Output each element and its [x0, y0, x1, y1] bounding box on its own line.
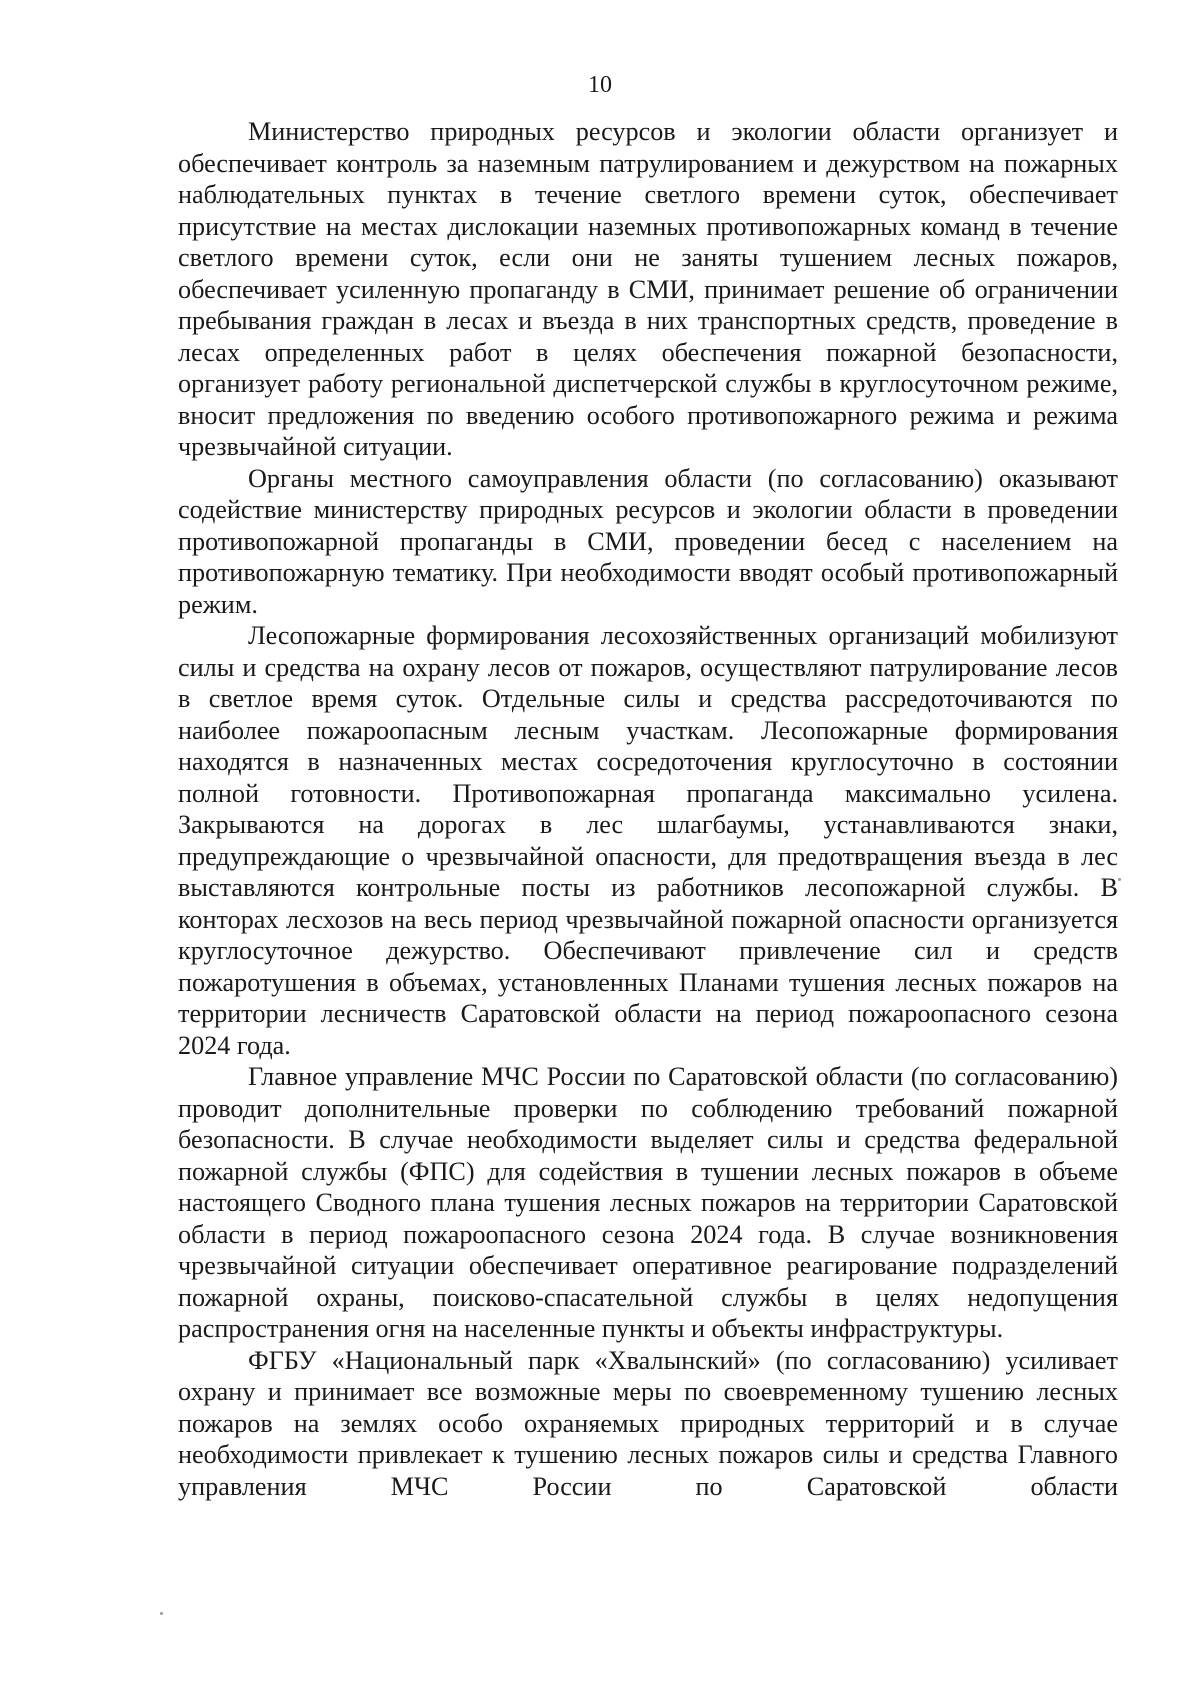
paragraph-local-government: Органы местного самоуправления области (по согласованию) оказывают содействие министерству природных ресурсов и экологии области в проведении противопожарной пропаганды в СМИ, проведении бесед с населением на противопожарную тематику. При необходимости вводят особый противопожарный режим. [178, 463, 1118, 619]
scan-speck [1118, 878, 1121, 881]
paragraph-emergency-ministry: Главное управление МЧС России по Саратовской области (по согласованию) проводит дополнительные проверки по соблюдению требований пожарной безопасности. В случае необходимости выделяет силы и средства федеральной пожарной службы (ФПС) для содействия в тушении лесных пожаров в объеме настоящего Сводного плана тушения лесных пожаров на территории Саратовской области в период пожароопасного сезона 2024 года. В случае возникновения чрезвычайной ситуации обеспечивает оперативное реагирование подразделений пожарной охраны, поисково-спасательной службы в целях недопущения распространения огня на населенные пункты и объекты инфраструктуры. [178, 1062, 1118, 1343]
page-number: 10 [588, 72, 612, 98]
paragraph-national-park: ФГБУ «Национальный парк «Хвалынский» (по согласованию) усиливает охрану и принимает все возможные меры по своевременному тушению лесных пожаров на землях особо охраняемых природных территорий и в случае необходимости привлекает к тушению лесных пожаров силы и средства Главного управления МЧС России по Саратовской области [178, 1345, 1118, 1501]
paragraph-ministry: Министерство природных ресурсов и экологии области организует и обеспечивает контроль за наземным патрулированием и дежурством на пожарных наблюдательных пунктах в течение светлого времени суток, обеспечивает присутствие на местах дислокации наземных противопожарных команд в течение светлого времени суток, если они не заняты тушением лесных пожаров, обеспечивает усиленную пропаганду в СМИ, принимает решение об ограничении пребывания граждан в лесах и въезда в них транспортных средств, проведение в лесах определенных работ в целях обеспечения пожарной безопасности, организует работу региональной диспетчерской службы в круглосуточном режиме, вносит предложения по введению особого противопожарного режима и режима чрезвычайной ситуации. [178, 117, 1118, 461]
document-body [178, 116, 1118, 1502]
scan-speck [160, 1612, 163, 1615]
paragraph-forest-fire-units: Лесопожарные формирования лесохозяйственных организаций мобилизуют силы и средства на охрану лесов от пожаров, осуществляют патрулирование лесов в светлое время суток. Отдельные силы и средства рассредоточиваются по наиболее пожароопасным лесным участкам. Лесопожарные формирования находятся в назначенных местах сосредоточения круглосуточно в состоянии полной готовности. Противопожарная пропаганда максимально усилена. Закрываются на дорогах в лес шлагбаумы, устанавливаются знаки, предупреждающие о чрезвычайной опасности, для предотвращения въезда в лес выставляются контрольные посты из работников лесопожарной службы. В конторах лесхозов на весь период чрезвычайной пожарной опасности организуется круглосуточное дежурство. Обеспечивают привлечение сил и средств пожаротушения в объемах, установленных Планами тушения лесных пожаров на территории лесничеств Саратовской области на период пожароопасного сезона 2024 года. [178, 621, 1118, 1060]
